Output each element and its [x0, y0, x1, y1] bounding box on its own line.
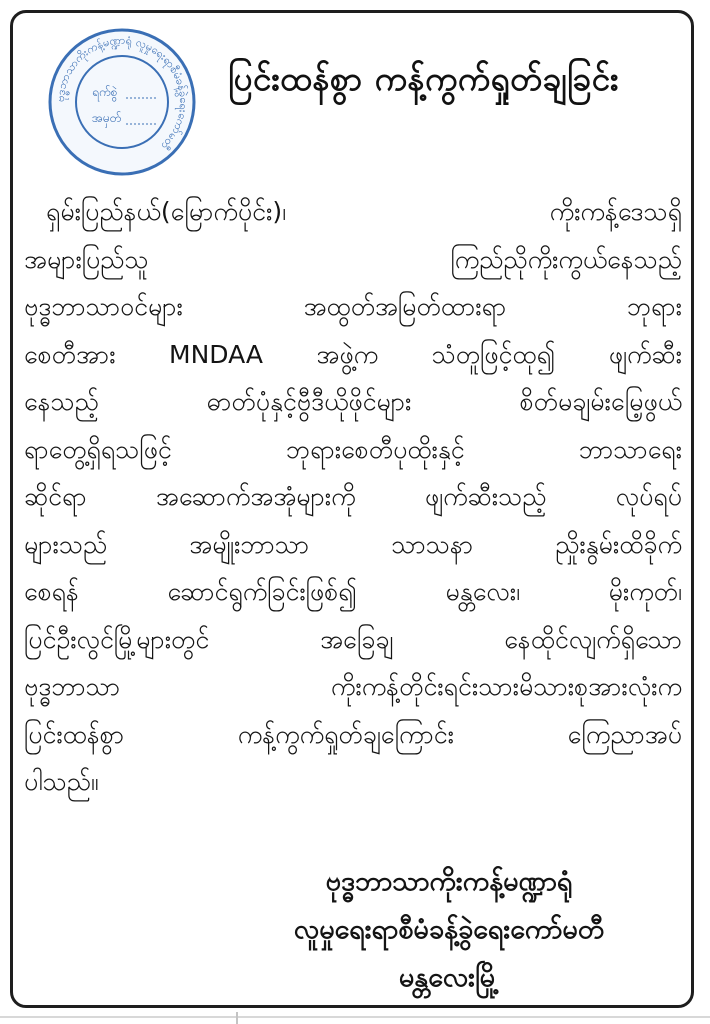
paragraph-line — [24, 711, 682, 759]
notice-title: ပြင်းထန်စွာ ကန့်ကွက်ရှုတ်ချခြင်း — [228, 59, 619, 98]
paragraph-word: စေရန် — [24, 577, 79, 606]
page-bottom-tick — [236, 1012, 238, 1024]
paragraph-word: ဗုဒ္ဓဘာသာဝင်များ — [24, 292, 183, 321]
paragraph-word: ဘုရား — [626, 292, 682, 321]
paragraph-word: ပြင်းထန်စွာ — [24, 719, 125, 749]
paragraph-word: ရှမ်းပြည်နယ်(မြောက်ပိုင်း)၊ — [46, 197, 287, 226]
paragraph-line — [24, 663, 682, 711]
paragraph-word: ပါသည်။ — [24, 767, 99, 796]
paragraph-word: ရာတွေ့ရှိရသဖြင့် — [24, 434, 172, 464]
paragraph-line — [24, 616, 682, 664]
paragraph-word: ပြင်ဦးလွင်မြို့များတွင် — [24, 624, 210, 654]
paragraph-line — [24, 473, 682, 521]
paragraph-line — [24, 568, 682, 616]
signature-block — [214, 858, 684, 1002]
paragraph-word: ကြေညာအပ် — [567, 719, 682, 749]
paragraph-word: ဘုရားစေတီပုထိုးနှင့် — [286, 434, 465, 464]
paragraph-word: ဗုဒ္ဓဘာသာ — [24, 672, 121, 701]
page-bottom-rule — [0, 1016, 710, 1018]
paragraph-word: ကြည်ညိုကိုးကွယ်နေသည့် — [450, 244, 682, 274]
paragraph-line — [24, 236, 682, 284]
seal-ring-text: ဗုဒ္ဓဘာသာကိုးကန့်မဏ္ဍာရုံ လူမှုရေးရာစီမံခန့်ခွဲရေးကော်မတီ — [53, 33, 191, 153]
paragraph-word: ညှိုးနွမ်းထိခိုက် — [555, 529, 682, 559]
paragraph-word: စေတီအား — [24, 339, 116, 369]
paragraph-line — [24, 426, 682, 474]
paragraph-word: သာသနာ — [391, 529, 474, 559]
paragraph-word: အများပြည်သူ — [24, 244, 149, 274]
paragraph-word: အဖွဲ့က — [316, 339, 379, 369]
paragraph-line — [24, 188, 682, 236]
paragraph-word: အထွတ်အမြတ်ထားရာ — [303, 292, 507, 321]
paragraph-word: မိုးကုတ်၊ — [608, 577, 682, 606]
paragraph-word: ဘာသာရေး — [578, 434, 682, 464]
paragraph-word: ဖျက်ဆီးသည့် — [424, 482, 547, 511]
paragraph-word: အခြေချ — [320, 624, 394, 654]
paragraph-word: သံတူဖြင့်ထု၍ — [431, 339, 556, 369]
paragraph-line — [24, 331, 682, 379]
paragraph-word: နေထိုင်လျက်ရှိသော — [504, 624, 682, 654]
paragraph-word: များသည် — [24, 529, 108, 559]
paragraph-word: ကိုးကန့်တိုင်းရင်းသားမိသားစုအားလုံးက — [330, 672, 682, 701]
paragraph-word: ဆောင်ရွက်ခြင်းဖြစ်၍ — [167, 577, 357, 606]
notice-body — [24, 188, 682, 806]
signature-city: မန္တလေးမြို့ — [398, 962, 500, 993]
paragraph-word: နေသည့် — [24, 387, 99, 416]
signature-committee: လူမှုရေးရာစီမံခန့်ခွဲရေးကော်မတီ — [293, 914, 605, 945]
paragraph-word: ကိုးကန့်ဒေသရှိ — [549, 197, 682, 226]
paragraph-word: ဖျက်ဆီး — [608, 339, 682, 369]
paragraph-line — [24, 283, 682, 331]
paragraph-word: ကန့်ကွက်ရှုတ်ချကြောင်း — [237, 719, 454, 749]
paragraph-word: အမျိုးဘာသာ — [189, 529, 310, 559]
paragraph-word: MNDAA — [169, 339, 263, 369]
paragraph-word: မန္တလေး၊ — [445, 577, 521, 606]
organization-seal — [46, 26, 198, 178]
seal-field-number: အမှတ် — [92, 111, 122, 125]
paragraph-word: စိတ်မချမ်းမြေ့ဖွယ် — [519, 387, 682, 416]
paragraph-word: အဆောက်အအုံများကို — [155, 482, 356, 511]
paragraph-word: ဓာတ်ပုံနှင့်ဗွီဒီယိုဖိုင်များ — [207, 387, 412, 416]
paragraph-word: ဆိုင်ရာ — [24, 482, 87, 511]
seal-field-date: ရက်စွဲ — [92, 85, 118, 99]
signature-organization: ဗုဒ္ဓဘာသာကိုးကန့်မဏ္ဍာရုံ — [325, 866, 573, 897]
paragraph-line — [24, 521, 682, 569]
paragraph-line — [24, 378, 682, 426]
paragraph-line — [24, 758, 682, 806]
paragraph-word: လုပ်ရပ် — [615, 482, 682, 511]
